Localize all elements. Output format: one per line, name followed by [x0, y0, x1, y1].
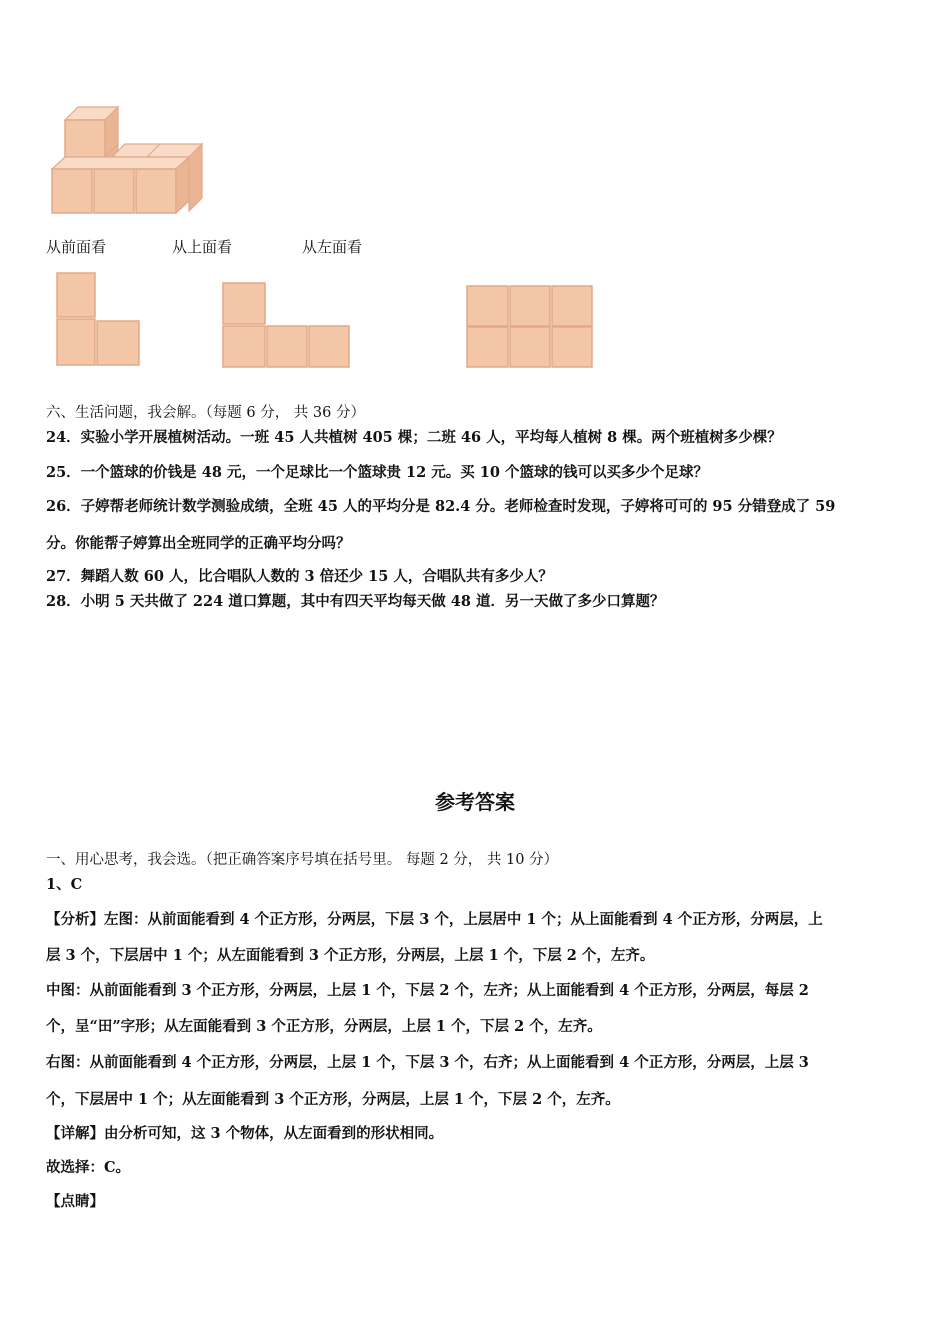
analysis-line-3: 中图：从前面能看到 3 个正方形，分两层，上层 1 个，下层 2 个，左齐；从上面能看到 4 个正方形，分两层，每层 2 [46, 982, 809, 999]
analysis-line-6: 个，下层居中 1 个；从左面能看到 3 个正方形，分两层，上层 1 个，下层 2 个，左齐。 [46, 1091, 620, 1108]
view-shape-1 [56, 272, 142, 368]
analysis-tag: 【分析】 [46, 911, 104, 928]
view-label-left: 从左面看 [302, 238, 363, 256]
detail-line [46, 1124, 443, 1144]
view-label-top: 从上面看 [172, 238, 233, 256]
answer-1: 1、C [46, 876, 83, 893]
question-26-line2: 分。你能帮子婷算出全班同学的正确平均分吗？ [46, 535, 351, 552]
answers-title: 参考答案 [435, 790, 515, 814]
question-25: 25．一个篮球的价钱是 48 元，一个足球比一个篮球贵 12 元。买 10 个篮球的钱可以买多少个足球？ [46, 464, 708, 481]
choice-line: 故选择：C。 [46, 1159, 131, 1176]
comment-tag: 【点睛】 [46, 1193, 104, 1210]
analysis-line-2: 层 3 个，下层居中 1 个；从左面能看到 3 个正方形，分两层，上层 1 个，下层 2 个，左齐。 [46, 947, 655, 964]
question-24: 24．实验小学开展植树活动。一班 45 人共植树 405 棵；二班 46 人，平均每人植树 8 棵。两个班植树多少棵？ [46, 429, 782, 446]
view-shape-2 [222, 282, 352, 370]
view-shape-3 [466, 285, 594, 369]
answers-section1-heading: 一、用心思考，我会选。（把正确答案序号填在括号里。 每题 2 分， 共 10 分） [46, 852, 559, 868]
analysis-line-4: 个，呈“田”字形；从左面能看到 3 个正方形，分两层，上层 1 个，下层 2 个，左齐。 [46, 1018, 602, 1035]
section6-heading: 六、生活问题，我会解。（每题 6 分， 共 36 分） [46, 405, 365, 421]
question-28: 28．小明 5 天共做了 224 道口算题，其中有四天平均每天做 48 道．另一天做了多少口算题？ [46, 593, 665, 610]
detail-tag: 【详解】 [46, 1125, 104, 1142]
analysis-line-5: 右图：从前面能看到 4 个正方形，分两层，上层 1 个，下层 3 个，右齐；从上面能看到 4 个正方形，分两层，上层 3 [46, 1054, 809, 1071]
analysis-line-1 [46, 910, 823, 930]
view-label-front: 从前面看 [46, 238, 107, 256]
detail-text: 由分析可知，这 3 个物体，从左面看到的形状相同。 [104, 1125, 444, 1142]
question-27: 27．舞蹈人数 60 人，比合唱队人数的 3 倍还少 15 人，合唱队共有多少人？ [46, 568, 553, 585]
analysis-text-1: 左图：从前面能看到 4 个正方形，分两层，下层 3 个，上层居中 1 个；从上面能看到 4 个正方形，分两层，上 [104, 911, 823, 928]
question-26-line1: 26．子婷帮老师统计数学测验成绩，全班 45 人的平均分是 82.4 分。老师检查时发现，子婷将可可的 95 分错登成了 59 [46, 498, 836, 515]
cube-stack-figure [50, 104, 206, 216]
